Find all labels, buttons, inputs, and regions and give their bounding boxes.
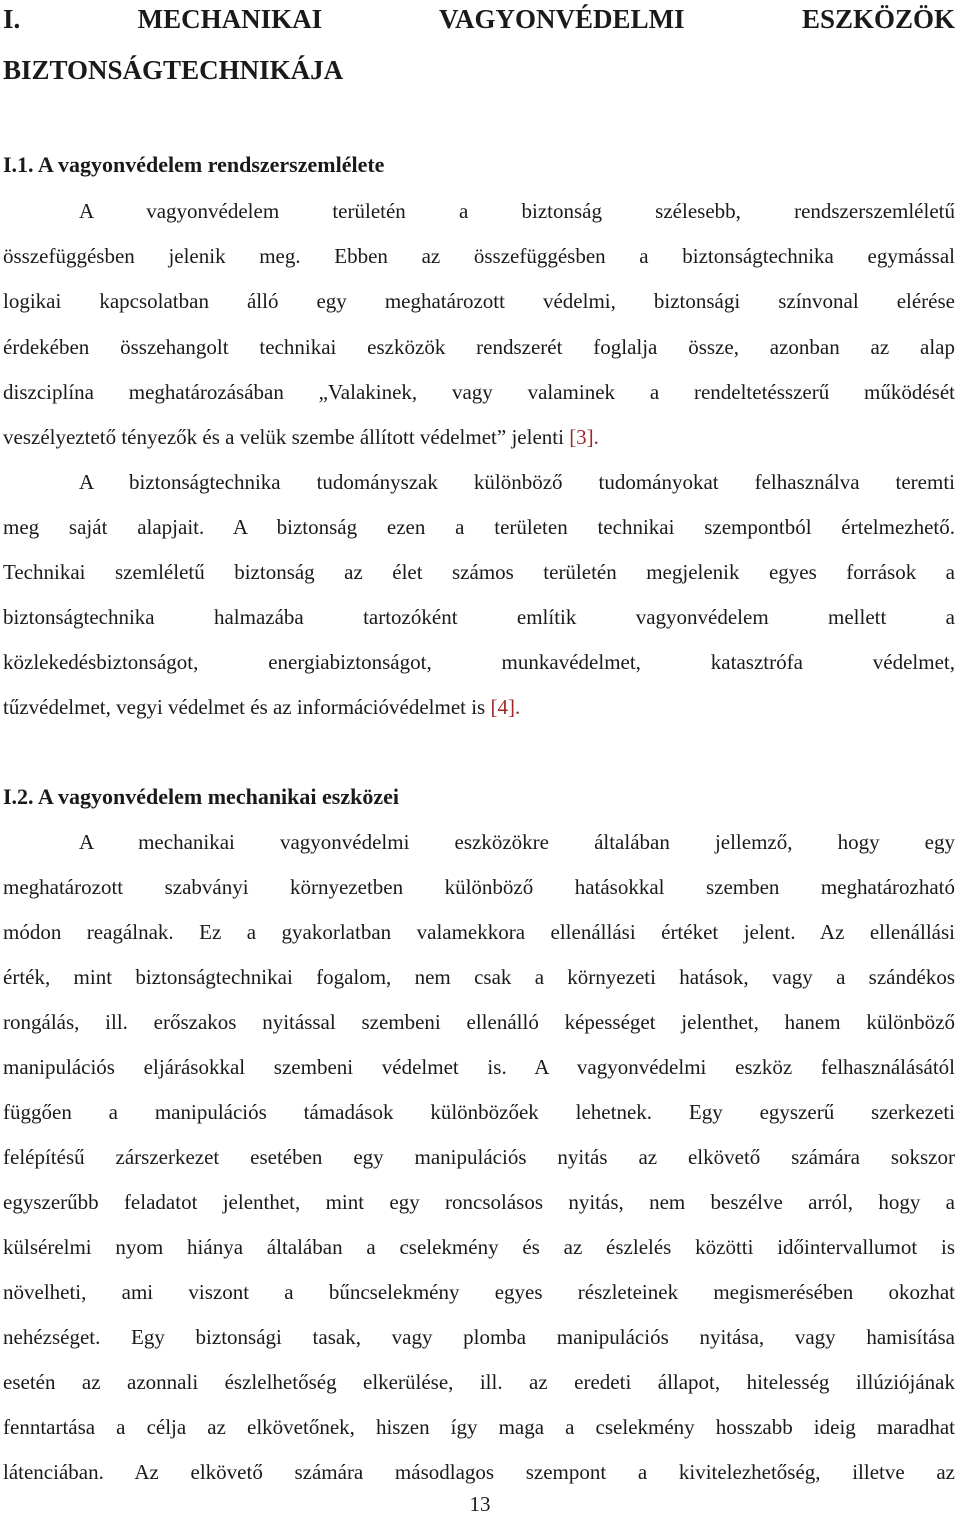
section-heading-1: I.1. A vagyonvédelem rendszerszemlélete: [3, 152, 385, 177]
paragraph-line: egyszerűbb feladatot jelenthet, mint egy roncsolásos nyitás, nem beszélve arról, hogy a: [3, 1190, 955, 1214]
chapter-title-line-1: I. MECHANIKAI VAGYONVÉDELMI ESZKÖZÖK: [3, 4, 955, 34]
paragraph-line: felépítésű zárszerkezet esetében egy manipulációs nyitás az elkövető számára sokszor: [3, 1145, 955, 1169]
paragraph-line: logikai kapcsolatban álló egy meghatározott védelmi, biztonsági színvonal elérése: [3, 289, 955, 313]
paragraph-line: manipulációs eljárásokkal szembeni védelmet is. A vagyonvédelmi eszköz felhasználásától: [3, 1055, 955, 1079]
paragraph-line: közlekedésbiztonságot, energiabiztonságot, munkavédelmet, katasztrófa védelmet,: [3, 650, 955, 674]
paragraph-line: nehézséget. Egy biztonsági tasak, vagy plomba manipulációs nyitása, vagy hamisítása: [3, 1325, 955, 1349]
paragraph-line: Technikai szemléletű biztonság az élet számos területén megjelenik egyes források a: [3, 560, 955, 584]
paragraph-line: látenciában. Az elkövető számára másodlagos szempont a kivitelezhetőség, illetve az: [3, 1460, 955, 1484]
paragraph-line: fenntartása a célja az elkövetőnek, hiszen így maga a cselekmény hosszabb ideig maradhat: [3, 1415, 955, 1439]
page-number: 13: [469, 1492, 491, 1516]
paragraph-line: A biztonságtechnika tudományszak különböző tudományokat felhasználva teremti: [79, 470, 955, 494]
paragraph-line: A vagyonvédelem területén a biztonság szélesebb, rendszerszemléletű: [79, 199, 955, 223]
paragraph-line: külsérelmi nyom hiánya általában a cselekmény és az észlelés közötti időintervallumot is: [3, 1235, 955, 1259]
paragraph-line: érdekében összehangolt technikai eszközök rendszerét foglalja össze, azonban az alap: [3, 335, 955, 359]
paragraph-line: összefüggésben jelenik meg. Ebben az összefüggésben a biztonságtechnika egymással: [3, 244, 955, 268]
paragraph-line-text: veszélyeztető tényezők és a velük szembe állított védelmet” jelenti: [3, 425, 564, 449]
paragraph-line: diszciplína meghatározásában „Valakinek, vagy valaminek a rendeltetésszerű működését: [3, 380, 955, 404]
paragraph-line: meghatározott szabványi környezetben különböző hatásokkal szemben meghatározható: [3, 875, 955, 899]
paragraph-line-text: tűzvédelmet, vegyi védelmet és az információvédelmet is: [3, 695, 486, 719]
section-heading-2: I.2. A vagyonvédelem mechanikai eszközei: [3, 784, 399, 809]
paragraph-line: rongálás, ill. erőszakos nyitással szembeni ellenálló képességet jelenthet, hanem különböző: [3, 1010, 955, 1034]
paragraph-line: módon reagálnak. Ez a gyakorlatban valamekkora ellenállási értéket jelent. Az ellenállási: [3, 920, 955, 944]
paragraph-line: [3, 424, 955, 450]
paragraph-line: A mechanikai vagyonvédelmi eszközökre általában jellemző, hogy egy: [79, 830, 955, 854]
paragraph-line: érték, mint biztonságtechnikai fogalom, nem csak a környezeti hatások, vagy a szándékos: [3, 965, 955, 989]
paragraph-line: függően a manipulációs támadások különbözőek lehetnek. Egy egyszerű szerkezeti: [3, 1100, 955, 1124]
chapter-title-line-2: BIZTONSÁGTECHNIKÁJA: [3, 55, 344, 85]
citation-link[interactable]: [4].: [490, 695, 521, 719]
paragraph-line: esetén az azonnali észlelhetőség elkerülése, ill. az eredeti állapot, hitelesség illúziójának: [3, 1370, 955, 1394]
paragraph-line: biztonságtechnika halmazába tartozóként említik vagyonvédelem mellett a: [3, 605, 955, 629]
paragraph-line: növelheti, ami viszont a bűncselekmény egyes részleteinek megismerésében okozhat: [3, 1280, 955, 1304]
paragraph-line: [3, 694, 955, 720]
citation-link[interactable]: [3].: [569, 425, 599, 449]
paragraph-line: meg saját alapjait. A biztonság ezen a területen technikai szempontból értelmezhető.: [3, 515, 955, 539]
